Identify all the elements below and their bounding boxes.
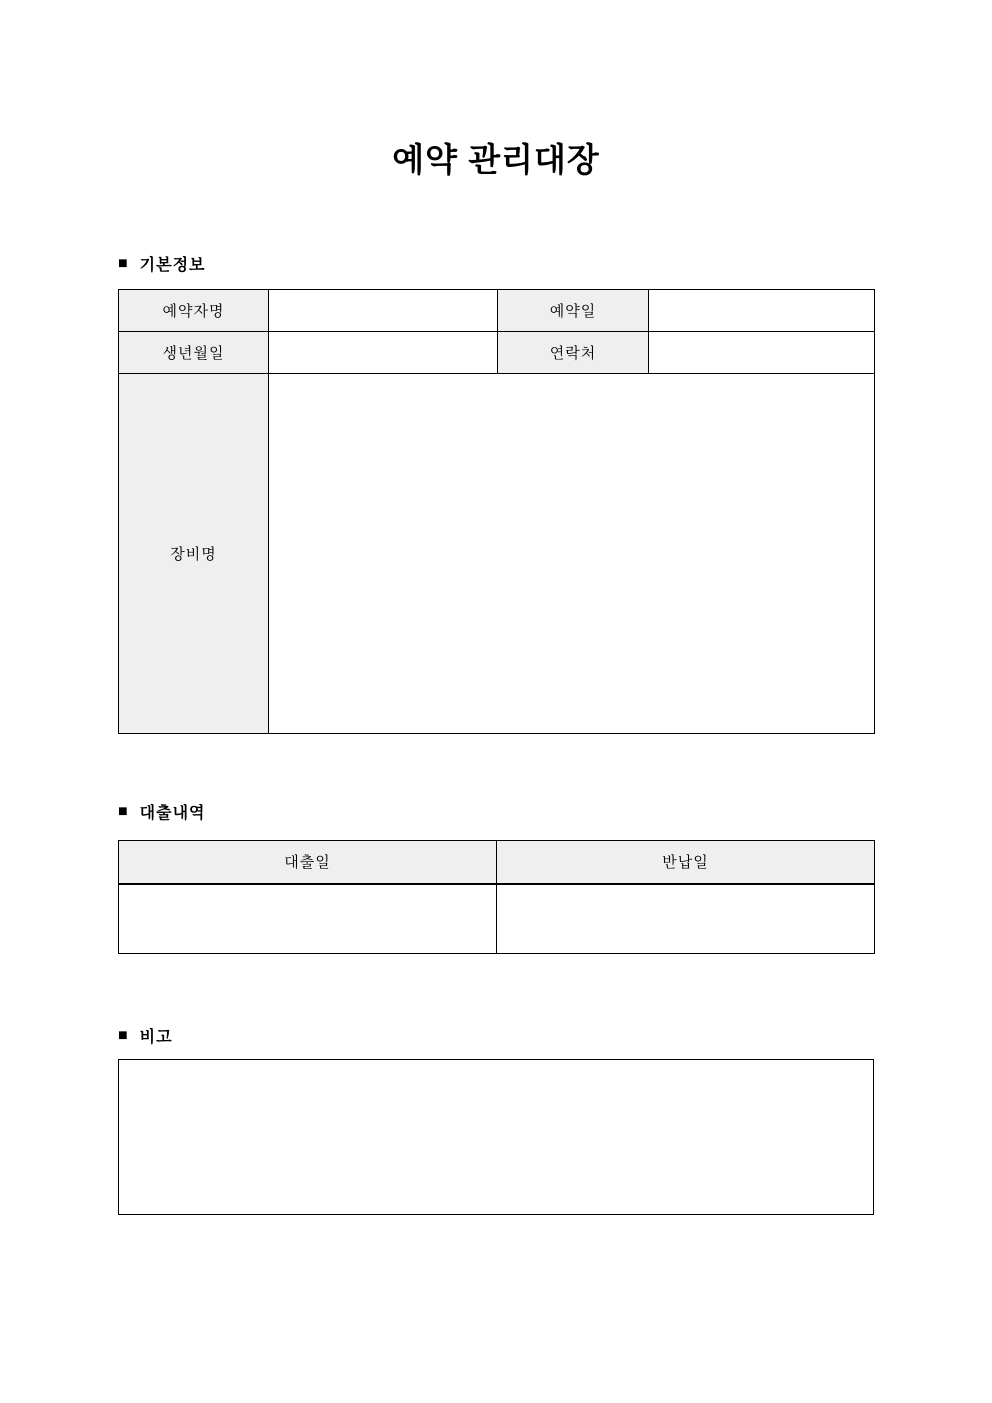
section-title-basic-info: 기본정보 [139,257,206,274]
field-input-birth-date[interactable] [269,332,498,374]
section-marker-icon: ■ [118,1026,129,1044]
section-header-remarks [118,1024,173,1047]
field-input-contact[interactable] [649,332,875,374]
field-input-return-date[interactable] [497,884,875,954]
table-row [119,290,875,332]
page-title: 예약 관리대장 [392,141,600,178]
field-input-equipment-name[interactable] [269,374,875,734]
field-input-remarks[interactable] [118,1059,874,1215]
field-input-reservation-date[interactable] [649,290,875,332]
section-title-remarks: 비고 [139,1029,173,1046]
section-header-basic-info [118,252,206,275]
column-header-return-date: 반납일 [497,841,875,884]
table-row [119,884,875,954]
table-row [119,374,875,734]
basic-info-table [118,289,875,734]
field-label-contact: 연락처 [498,332,649,374]
section-marker-icon: ■ [118,254,129,272]
table-header-row [119,841,875,884]
section-title-loan-history: 대출내역 [139,805,206,822]
loan-history-table [118,840,875,954]
field-label-reserver-name: 예약자명 [119,290,269,332]
section-header-loan-history [118,800,206,823]
field-input-reserver-name[interactable] [269,290,498,332]
field-label-birth-date: 생년월일 [119,332,269,374]
field-input-loan-date[interactable] [119,884,497,954]
table-row [119,332,875,374]
field-label-reservation-date: 예약일 [498,290,649,332]
section-marker-icon: ■ [118,802,129,820]
column-header-loan-date: 대출일 [119,841,497,884]
field-label-equipment-name: 장비명 [119,374,269,734]
